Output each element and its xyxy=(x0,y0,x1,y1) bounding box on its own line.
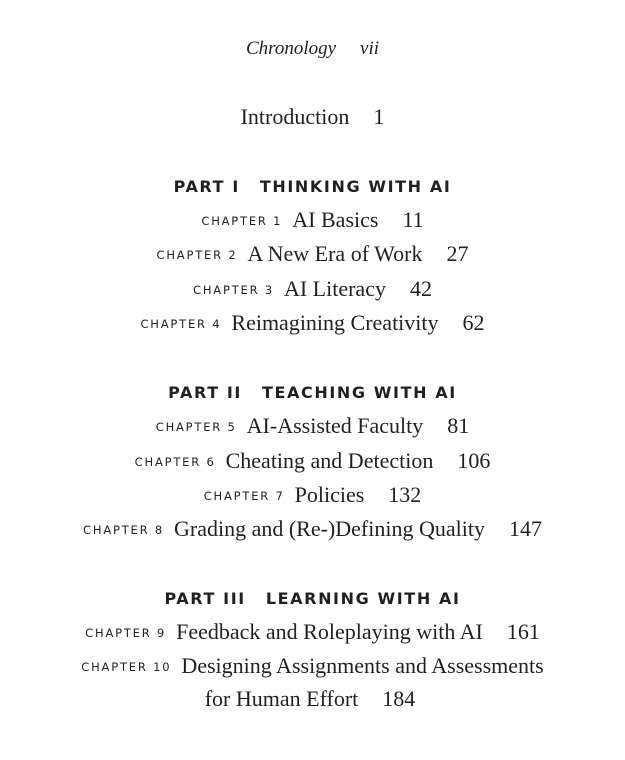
chapter-title: A New Era of Work xyxy=(247,241,423,266)
chapter-page: 27 xyxy=(446,241,469,266)
toc-entry-chapter-continued[interactable] xyxy=(90,686,530,712)
chapter-label: CHAPTER 9 xyxy=(85,626,167,640)
chapter-label: CHAPTER 7 xyxy=(203,489,285,503)
toc-entry-chapter[interactable] xyxy=(0,276,625,302)
chapter-label: CHAPTER 4 xyxy=(140,317,222,331)
chapter-label: CHAPTER 1 xyxy=(201,214,283,228)
part-label: PART III xyxy=(164,589,246,608)
chapter-page: 132 xyxy=(388,482,422,507)
chapter-page: 42 xyxy=(409,276,432,301)
chapter-page: 161 xyxy=(506,619,540,644)
toc-entry-introduction[interactable] xyxy=(0,104,625,130)
chapter-title: Reimagining Creativity xyxy=(231,310,439,335)
toc-entry-chapter[interactable] xyxy=(0,207,625,233)
toc-entry-chapter[interactable] xyxy=(0,516,625,542)
front-matter-title: Chronology xyxy=(245,38,337,59)
part-heading xyxy=(0,177,625,196)
toc-entry-chapter[interactable] xyxy=(0,448,625,474)
part-label: PART I xyxy=(173,177,240,196)
toc-entry-front-matter[interactable] xyxy=(0,38,625,60)
chapter-title: Designing Assignments and Assessments xyxy=(181,653,544,678)
chapter-title: Cheating and Detection xyxy=(225,448,434,473)
toc-entry-chapter[interactable] xyxy=(0,653,625,679)
chapter-label: CHAPTER 8 xyxy=(83,523,164,537)
part-label: PART II xyxy=(168,383,242,402)
chapter-title: AI Literacy xyxy=(283,276,386,301)
chapter-title: Grading and (Re-)Defining Quality xyxy=(173,516,485,541)
chapter-title: AI-Assisted Faculty xyxy=(246,413,424,438)
chapter-page: 81 xyxy=(447,413,470,438)
chapter-page: 106 xyxy=(457,448,491,473)
toc-entry-chapter[interactable] xyxy=(0,413,625,439)
toc-entry-chapter[interactable] xyxy=(0,310,625,336)
front-matter-page: vii xyxy=(360,38,380,59)
chapter-label: CHAPTER 3 xyxy=(193,283,274,297)
part-heading xyxy=(0,589,625,608)
part-title: LEARNING WITH AI xyxy=(265,589,461,608)
chapter-title: AI Basics xyxy=(292,207,379,232)
chapter-page: 62 xyxy=(462,310,485,335)
chapter-page: 11 xyxy=(402,207,424,232)
introduction-title: Introduction xyxy=(240,104,350,129)
chapter-page: 147 xyxy=(508,516,542,541)
chapter-title: Policies xyxy=(294,482,365,507)
chapter-page: 184 xyxy=(382,686,416,711)
chapter-label: CHAPTER 5 xyxy=(155,420,237,434)
chapter-label: CHAPTER 2 xyxy=(156,248,238,262)
part-title: THINKING WITH AI xyxy=(259,177,452,196)
part-heading xyxy=(0,383,625,402)
toc-entry-chapter[interactable] xyxy=(0,482,625,508)
chapter-title: Feedback and Roleplaying with AI xyxy=(176,619,483,644)
toc-entry-chapter[interactable] xyxy=(0,241,625,267)
part-title: TEACHING WITH AI xyxy=(262,383,457,402)
chapter-label: CHAPTER 10 xyxy=(81,660,172,674)
toc-entry-chapter[interactable] xyxy=(0,619,625,645)
chapter-label: CHAPTER 6 xyxy=(134,455,216,469)
chapter-title-continued: for Human Effort xyxy=(204,686,359,711)
introduction-page: 1 xyxy=(373,104,385,129)
